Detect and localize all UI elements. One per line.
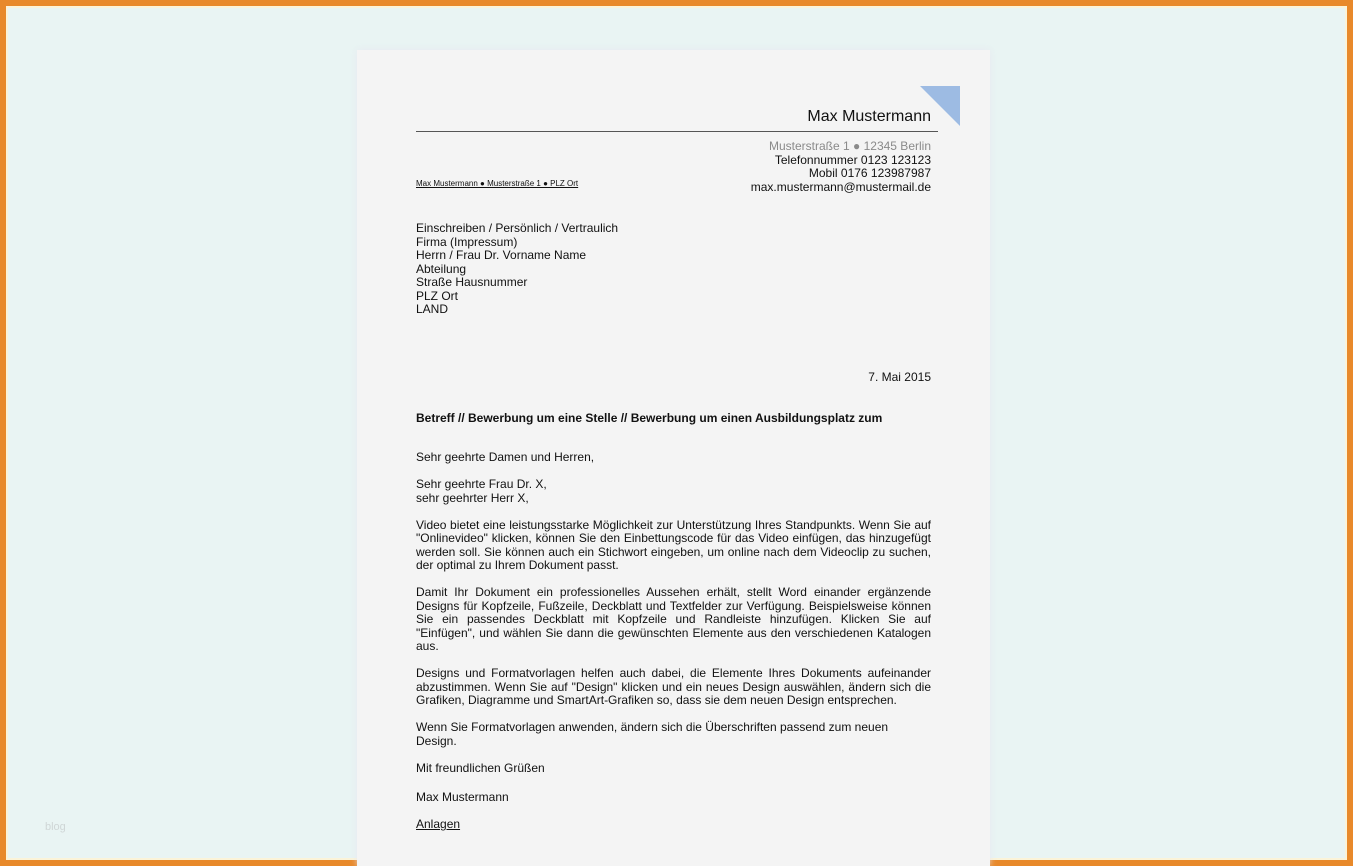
letter-date: 7. Mai 2015 <box>868 370 931 384</box>
recipient-line: Herrn / Frau Dr. Vorname Name <box>416 248 587 262</box>
letter-page <box>357 50 990 866</box>
contact-mobile: Mobil 0176 123987987 <box>808 166 931 180</box>
watermark-text: blog <box>45 821 66 833</box>
contact-address: Musterstraße 1 ● 12345 Berlin <box>769 139 931 153</box>
attachments-label: Anlagen <box>416 817 461 831</box>
recipient-line: Einschreiben / Persönlich / Vertraulich <box>416 221 619 235</box>
body-paragraph: Designs und Formatvorlagen helfen auch dabei, die Elemente Ihres Dokuments aufeinander abzustimmen. Wenn Sie auf "Design" klicken und ein neues Design auswählen, ändern sich die Grafiken, Diagramme und SmartArt-Grafiken so, dass sie dem neuen Design entsprechen. <box>416 666 931 707</box>
recipient-line: Straße Hausnummer <box>416 275 528 289</box>
recipient-line: Abteilung <box>416 261 467 276</box>
salutation-general: Sehr geehrte Damen und Herren, <box>416 450 595 464</box>
signature-name: Max Mustermann <box>416 790 509 804</box>
contact-email: max.mustermann@mustermail.de <box>750 179 931 194</box>
letterhead-name: Max Mustermann <box>807 108 931 125</box>
letter-body <box>416 451 931 789</box>
letter-subject: Betreff // Bewerbung um eine Stelle // Bewerbung um einen Ausbildungsplatz zum <box>416 411 883 425</box>
return-address-line: Max Mustermann ● Musterstraße 1 ● PLZ Ort <box>416 179 579 188</box>
contact-phone: Telefonnummer 0123 123123 <box>774 152 931 167</box>
salutation-line: sehr geehrter Herr X, <box>416 490 529 505</box>
letterhead-contact <box>751 140 931 194</box>
body-paragraph: Damit Ihr Dokument ein professionelles Aussehen erhält, stellt Word einander ergänzende Designs für Kopfzeile, Fußzeile, Deckblatt und Textfelder zur Verfügung. Beispielsweise können Sie ein passendes Deckblatt mit Kopfzeile und Randleiste hinzufügen. Klicken Sie auf "Einfügen", und wählen Sie dann die gewünschten Elemente aus den verschiedenen Katalogen aus. <box>416 585 931 653</box>
recipient-line: Firma (Impressum) <box>416 234 518 249</box>
recipient-line: PLZ Ort <box>416 288 459 303</box>
salutation-line: Sehr geehrte Frau Dr. X, <box>416 477 547 491</box>
recipient-block <box>416 222 618 317</box>
body-paragraph: Wenn Sie Formatvorlagen anwenden, ändern sich die Überschriften passend zum neuen Design. <box>416 720 889 748</box>
salutation-specific <box>416 478 931 505</box>
letterhead-divider <box>416 131 938 132</box>
body-paragraph: Video bietet eine leistungsstarke Möglichkeit zur Unterstützung Ihres Standpunkts. Wenn Sie auf "Onlinevideo" klicken, können Sie den Einbettungscode für das Video einfügen, das hinzugefügt werden soll. Sie können auch ein Stichwort eingeben, um online nach dem Videoclip zu suchen, der optimal zu Ihrem Dokument passt. <box>416 517 931 572</box>
recipient-line: LAND <box>416 302 449 316</box>
closing: Mit freundlichen Grüßen <box>416 760 545 775</box>
